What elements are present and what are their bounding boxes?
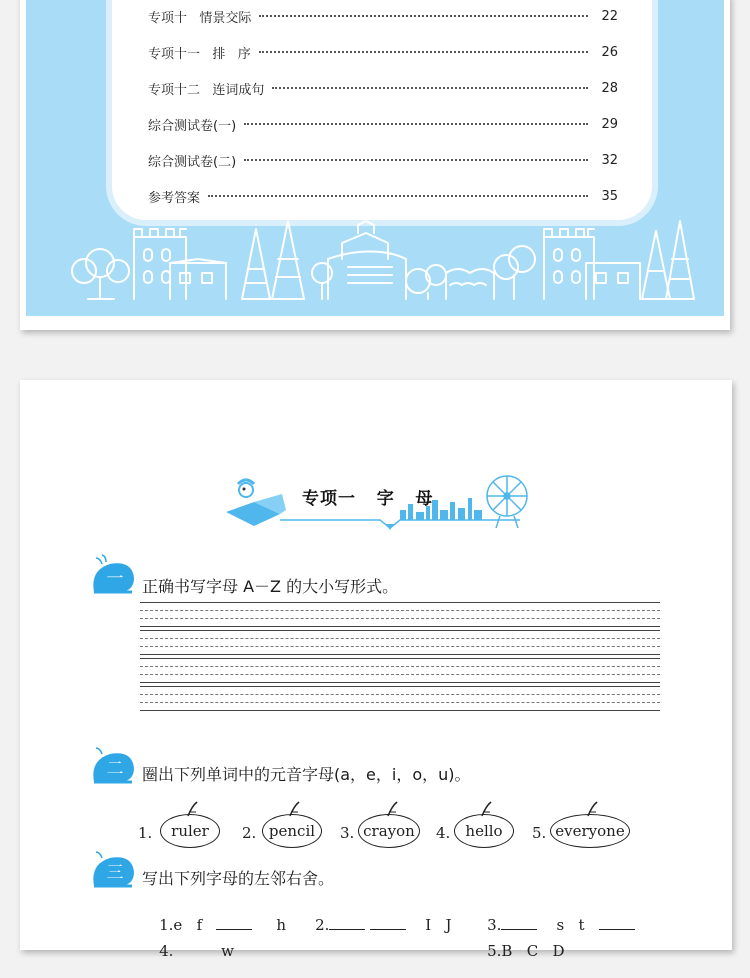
section-number: 二 bbox=[106, 759, 124, 779]
word-text: ruler bbox=[171, 822, 209, 840]
section-instruction: 正确书写字母 A－Z 的大小写形式。 bbox=[142, 577, 399, 596]
toc-row-title: 参考答案 bbox=[148, 190, 201, 206]
toc-row[interactable] bbox=[148, 112, 618, 136]
word-text: pencil bbox=[268, 822, 316, 840]
pencil-mark-icon bbox=[286, 800, 304, 818]
toc-frame bbox=[26, 0, 724, 316]
word-oval bbox=[454, 814, 514, 848]
toc-row[interactable] bbox=[148, 40, 618, 64]
toc-row-page: 35 bbox=[601, 188, 618, 204]
item-number: 1. bbox=[159, 916, 174, 934]
letter: B bbox=[501, 942, 513, 960]
toc-row-title: 综合测试卷(二) bbox=[148, 154, 237, 170]
snail-badge-icon bbox=[88, 556, 136, 596]
letter: C bbox=[526, 942, 539, 960]
letter: t bbox=[578, 916, 585, 934]
word-text: hello bbox=[465, 822, 503, 840]
letter: e bbox=[173, 916, 183, 934]
neighbor-item-5[interactable] bbox=[468, 924, 565, 978]
toc-row-title: 专项十 情景交际 bbox=[148, 10, 252, 26]
snail-badge-icon bbox=[88, 850, 136, 890]
snail-badge-icon bbox=[88, 746, 136, 786]
toc-dot-leader bbox=[244, 123, 588, 125]
toc-row-title: 专项十一 排 序 bbox=[148, 46, 251, 62]
item-number: 1. bbox=[138, 824, 153, 842]
neighbor-item-2[interactable] bbox=[296, 898, 452, 952]
letter: w bbox=[221, 942, 234, 960]
toc-row-page: 26 bbox=[601, 44, 618, 60]
toc-page bbox=[20, 0, 730, 330]
toc-dot-leader bbox=[259, 15, 588, 17]
word-oval bbox=[262, 814, 322, 848]
item-number: 3. bbox=[487, 916, 502, 934]
pencil-mark-icon bbox=[584, 800, 602, 818]
town-skyline-illustration bbox=[66, 219, 696, 309]
word-oval bbox=[160, 814, 220, 848]
toc-row-page: 28 bbox=[601, 80, 618, 96]
toc-row[interactable] bbox=[148, 76, 618, 100]
letter: J bbox=[445, 916, 452, 934]
word-oval bbox=[358, 814, 420, 848]
section-instruction: 圈出下列单词中的元音字母(a，e，i，o，u)。 bbox=[142, 765, 471, 784]
item-number: 4. bbox=[159, 942, 174, 960]
section-number: 三 bbox=[106, 863, 124, 883]
toc-row[interactable] bbox=[148, 184, 618, 208]
toc-row-page: 22 bbox=[601, 8, 618, 24]
item-number: 3. bbox=[340, 824, 355, 842]
chapter-title: 专项一 字 母 bbox=[302, 489, 434, 509]
letter: s bbox=[556, 916, 565, 934]
item-number: 5. bbox=[532, 824, 547, 842]
word-text: everyone bbox=[555, 822, 625, 840]
answer-blank[interactable] bbox=[599, 916, 635, 930]
item-number: 2. bbox=[242, 824, 257, 842]
answer-blank[interactable] bbox=[370, 916, 406, 930]
toc-card bbox=[112, 0, 652, 220]
toc-dot-leader bbox=[244, 159, 588, 161]
section-instruction: 写出下列字母的左邻右舍。 bbox=[142, 869, 335, 888]
toc-dot-leader bbox=[259, 51, 588, 53]
worksheet-page bbox=[20, 380, 732, 960]
handwriting-lines[interactable] bbox=[140, 602, 660, 714]
toc-dot-leader bbox=[272, 87, 588, 89]
letter: D bbox=[552, 942, 565, 960]
item-number: 4. bbox=[436, 824, 451, 842]
toc-row[interactable] bbox=[148, 148, 618, 172]
answer-blank[interactable] bbox=[329, 916, 365, 930]
word-oval bbox=[550, 814, 630, 848]
toc-row-page: 32 bbox=[601, 152, 618, 168]
pencil-mark-icon bbox=[184, 800, 202, 818]
neighbor-item-4[interactable] bbox=[140, 924, 234, 978]
section-number: 一 bbox=[106, 569, 124, 589]
toc-row[interactable] bbox=[148, 4, 618, 28]
item-number: 2. bbox=[315, 916, 330, 934]
word-text: crayon bbox=[363, 822, 415, 840]
vowel-words-row bbox=[138, 806, 698, 856]
toc-row-title: 综合测试卷(一) bbox=[148, 118, 237, 134]
letter: I bbox=[425, 916, 432, 934]
toc-row-page: 29 bbox=[601, 116, 618, 132]
letter: f bbox=[196, 916, 203, 934]
toc-row-title: 专项十二 连词成句 bbox=[148, 82, 265, 98]
pencil-mark-icon bbox=[384, 800, 402, 818]
pencil-mark-icon bbox=[478, 800, 496, 818]
item-number: 5. bbox=[487, 942, 502, 960]
letter: h bbox=[276, 916, 286, 934]
toc-dot-leader bbox=[208, 195, 588, 197]
